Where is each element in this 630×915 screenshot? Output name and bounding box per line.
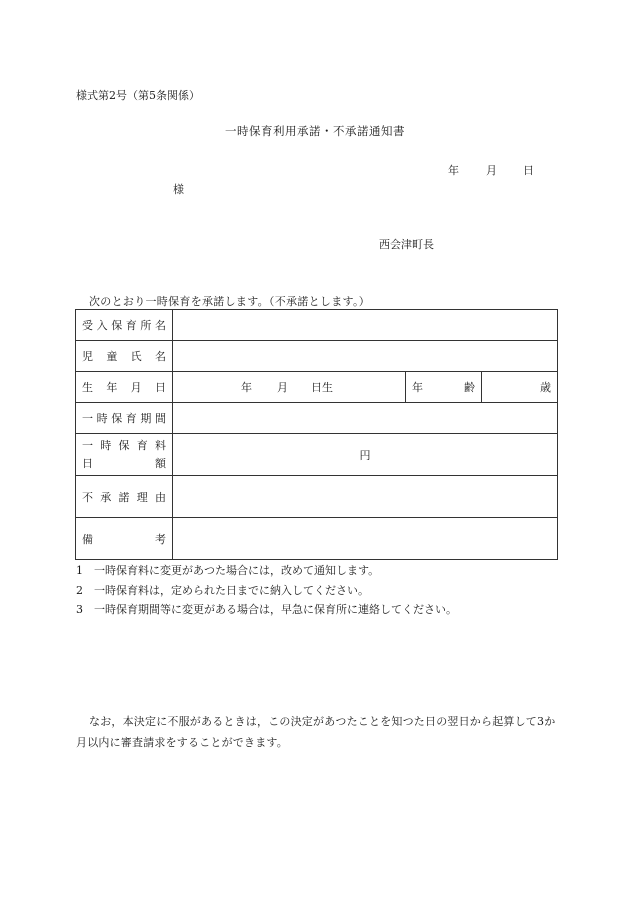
- fee-value-cell[interactable]: [173, 434, 558, 476]
- rejection-label: 不 承 諾 理 由: [82, 490, 166, 504]
- notes-list: [76, 561, 457, 620]
- birth-day-unit: 日生: [311, 381, 333, 394]
- intro-text: 次のとおり一時保育を承諾します。（不承諾とします。）: [89, 295, 371, 308]
- birthdate-label-cell: [76, 372, 173, 403]
- appeal-notice: なお，本決定に不服があるときは，この決定があつたことを知つた日の翌日から起算して3か月以内に審査請求をすることができます。: [76, 715, 556, 749]
- facility-row: [76, 310, 558, 341]
- note-number: 2: [76, 583, 83, 597]
- birth-month-unit: 月: [277, 381, 288, 394]
- fee-label-cell: [76, 434, 173, 476]
- rejection-row: [76, 476, 558, 518]
- period-label: 一 時 保 育 期 間: [82, 412, 166, 425]
- date-day: 日: [523, 164, 534, 177]
- note-text: 一時保育料は，定められた日までに納入してください。: [94, 583, 369, 597]
- remarks-row: [76, 518, 558, 560]
- birthdate-row: [76, 372, 558, 403]
- note-number: 3: [76, 603, 83, 616]
- document-title: 一時保育利用承諾・不承諾通知書: [225, 124, 405, 138]
- rejection-value-cell[interactable]: [173, 476, 558, 518]
- fee-row: [76, 434, 558, 476]
- facility-label-cell: [76, 310, 173, 341]
- birth-year-unit: 年: [241, 381, 252, 394]
- issuer-name: 西会津町長: [379, 238, 434, 251]
- date-year: 年: [448, 164, 459, 177]
- child-name-label-cell: [76, 341, 173, 372]
- child-name-value-cell[interactable]: [173, 341, 558, 372]
- fee-label-line1: 一 時 保 育 料: [82, 438, 166, 452]
- child-name-row: [76, 341, 558, 372]
- remarks-value-cell[interactable]: [173, 518, 558, 560]
- note-text: 一時保育料に変更があつた場合には，改めて通知します。: [94, 564, 380, 577]
- note-text: 一時保育期間等に変更がある場合は，早急に保育所に連絡してください。: [94, 603, 457, 616]
- birthdate-value-cell[interactable]: [173, 372, 406, 403]
- date-line: [448, 162, 534, 178]
- remarks-label: 備 考: [82, 532, 166, 546]
- fee-unit: 円: [359, 448, 371, 462]
- date-month: 月: [486, 164, 497, 177]
- period-row: [76, 403, 558, 434]
- period-value-cell[interactable]: [173, 403, 558, 434]
- note-item: [76, 581, 457, 601]
- age-label: 年 齢: [412, 381, 475, 394]
- facility-value-cell[interactable]: [173, 310, 558, 341]
- facility-label: 受 入 保 育 所 名: [82, 319, 166, 332]
- rejection-label-cell: [76, 476, 173, 518]
- info-table: [75, 309, 558, 560]
- age-unit: 歳: [540, 381, 552, 394]
- age-value-cell[interactable]: [482, 372, 558, 403]
- note-number: 1: [76, 564, 83, 577]
- birthdate-label: 生 年 月 日: [82, 381, 166, 394]
- fee-label-line2: 日 額: [82, 456, 166, 470]
- age-label-cell: [406, 372, 482, 403]
- note-item: [76, 561, 457, 581]
- period-label-cell: [76, 403, 173, 434]
- recipient-suffix: 様: [173, 183, 184, 196]
- note-item: [76, 600, 457, 620]
- form-number: 様式第2号（第5条関係）: [76, 89, 200, 102]
- child-name-label: 児 童 氏 名: [82, 350, 166, 363]
- remarks-label-cell: [76, 518, 173, 560]
